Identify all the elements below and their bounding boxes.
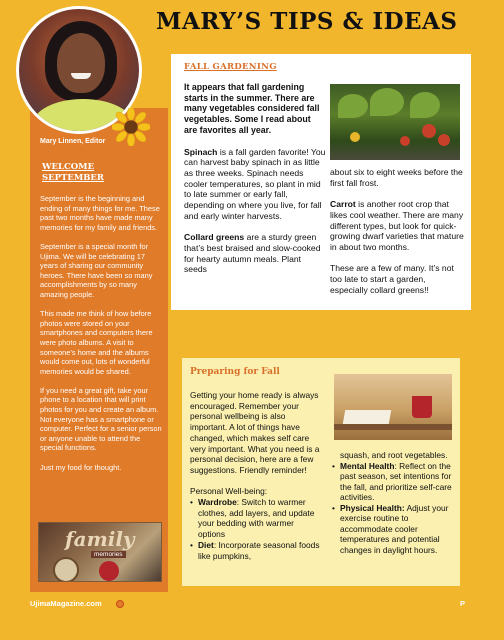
diet-text: : Incorporate seasonal foods like pumpkins, — [198, 539, 320, 561]
diet-term: Diet — [198, 539, 214, 550]
welcome-text — [40, 194, 162, 482]
family-image-sub: memories — [91, 551, 126, 558]
spinach-paragraph — [184, 147, 326, 222]
welcome-paragraph: September is the beginning and ending of many things for me. These past two months have made many memories for my family and friends. — [40, 194, 160, 232]
red-mug-icon — [412, 396, 432, 418]
wellbeing-list-continued — [332, 461, 458, 556]
page-title: MARY’S TIPS & IDEAS — [156, 8, 458, 35]
welcome-heading — [42, 162, 152, 184]
carrot-paragraph — [330, 199, 464, 253]
wellbeing-title: Personal Well-being: — [190, 486, 268, 497]
wooden-tray — [334, 424, 452, 430]
fall-gardening-heading: FALL GARDENING — [184, 62, 277, 72]
wellbeing-list — [190, 497, 320, 561]
wardrobe-term: Wardrobe — [198, 497, 237, 508]
carrot-text: is another root crop that likes cool weather. There are many different types, but look for quick-growing dwarf varieties that mature in about two months. — [330, 199, 464, 252]
book-and-mug-image — [334, 374, 452, 440]
footer-flower-icon — [116, 600, 124, 608]
preparing-intro: Getting your home ready is always encouraged. Remember your personal wellbeing is also important. A lot of things have changed, which makes self care very important. What you need is a personal decision, here are a few suggestions. Friendly reminder! — [190, 390, 320, 475]
list-item — [190, 540, 320, 561]
physical-term: Physical Health: — [340, 502, 405, 513]
preparing-right-column — [332, 450, 458, 555]
welcome-paragraph: September is a special month for Ujima. We will be celebrating 17 years of sharing our community heroes. There have been so many accomplishments by so many amazing people. — [40, 241, 153, 299]
editor-caption: Mary Linnen, Editor — [40, 138, 106, 145]
welcome-paragraph: This made me think of how before photos were stored on your smartphones and computers there were photo albums. A visit to someone’s home and the albums would come out, lots of wonderful memories would be shared. — [40, 309, 153, 376]
open-book-icon — [343, 410, 391, 424]
spinach-term: Spinach — [184, 146, 218, 157]
carrot-term: Carrot — [330, 199, 356, 210]
family-image-word: family — [65, 527, 135, 551]
diet-continued: squash, and root vegetables. — [340, 450, 448, 460]
list-item — [332, 503, 458, 556]
list-item — [332, 461, 458, 503]
physical-text: Adjust your exercise routine to accommodate cooler temperatures and potential changes in daylight hours. — [340, 502, 449, 555]
closing-paragraph: These are a few of many. It’s not too late to start a garden, especially collard greens!! — [330, 263, 454, 295]
family-memories-image — [38, 522, 162, 582]
clock-icon — [53, 557, 79, 582]
preparing-for-fall-heading: Preparing for Fall — [190, 367, 280, 377]
fall-gardening-right-column — [330, 167, 464, 306]
fall-gardening-lead: It appears that fall gardening starts in the summer. There are many vegetables considered fall vegetables. Some I read about are favorites all year. — [184, 82, 320, 135]
collard-term: Collard greens — [184, 232, 245, 243]
photo-face — [57, 33, 105, 93]
mental-term: Mental Health — [340, 460, 395, 471]
fall-gardening-left-column — [184, 82, 326, 286]
welcome-paragraph: If you need a great gift, take your phone to a location that will print photos for you and create an album. Not everyone has a smartphone or computer. Perfect for a senior person or anyone unable to attend the special functions. — [40, 385, 162, 453]
red-flower-icon — [99, 561, 119, 581]
mental-text: : Reflect on the past season, set intentions for the fall, and prioritize self-care activities. — [340, 460, 452, 502]
collard-text: are a sturdy green that’s best braised and slow-cooked for hearty autumn meals. Plant seeds — [184, 232, 321, 275]
wardrobe-text: : Switch to warmer clothes, add layers, and update your bedding with warmer options — [198, 497, 315, 540]
welcome-paragraph: Just my food for thought. — [40, 462, 122, 472]
collard-paragraph — [184, 232, 326, 275]
preparing-left-column — [190, 390, 320, 561]
footer-page-number: P — [460, 599, 466, 608]
frost-paragraph: about six to eight weeks before the first fall frost. — [330, 167, 463, 188]
list-item — [190, 497, 320, 540]
photo-smile — [71, 73, 91, 79]
spinach-text: is a fall garden favorite! You can harvest baby spinach in as little as three weeks. Spinach needs cooler temperatures, so plant in mid to late summer or early fall, depending on where you live, for fall and early winter harvests. — [184, 146, 326, 221]
footer-website: UjimaMagazine.com — [30, 599, 102, 608]
welcome-heading-line2: SEPTEMBER — [42, 173, 104, 183]
welcome-heading-line1: WELCOME — [42, 162, 95, 172]
garden-vegetables-image — [330, 84, 460, 160]
